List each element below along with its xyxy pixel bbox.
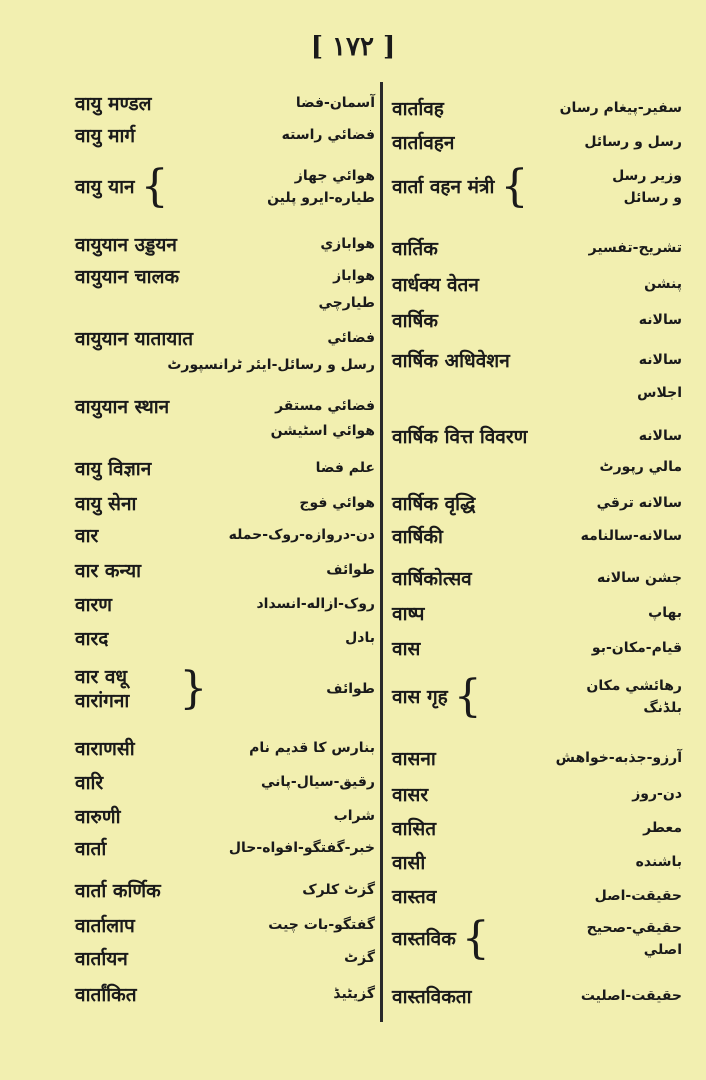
- headword: वार्षिकोत्सव: [392, 568, 472, 590]
- meaning: گزٹ کلرک: [302, 882, 375, 898]
- meaning: دن-دروازه-روک-حمله: [228, 527, 375, 543]
- brace-icon: {: [453, 671, 482, 722]
- entry: [392, 849, 682, 875]
- headword: वासर: [392, 784, 429, 806]
- entry: [75, 835, 375, 861]
- entry: [75, 263, 375, 289]
- headword: वार्ता: [75, 838, 107, 860]
- entry: [75, 877, 375, 903]
- headword: वासी: [392, 852, 426, 874]
- headword: वायुयान उड्डयन: [75, 234, 177, 256]
- entry: [392, 423, 682, 449]
- meaning: هوائي فوج: [299, 495, 375, 511]
- meaning-continued: اجلاس: [637, 385, 682, 401]
- meaning: گفتگو-بات چيت: [268, 917, 375, 933]
- meaning: حقيقت-اصل: [594, 888, 682, 904]
- headword: वासना: [392, 748, 436, 770]
- headword: वायुयान यातायात: [75, 328, 194, 350]
- entry-group: [75, 161, 375, 212]
- headword: वास्तव: [392, 886, 437, 908]
- headword: वास गृह: [392, 686, 448, 708]
- headword: वारण: [75, 594, 112, 616]
- headword: वार्ता वहन मंत्री: [392, 176, 495, 198]
- entry: [392, 883, 682, 909]
- meaning: سالانه ترقي: [596, 495, 682, 511]
- entry-group: [392, 671, 682, 722]
- meaning: سالانه: [638, 352, 682, 368]
- meaning: معطر: [643, 820, 682, 836]
- headword: वाष्प: [392, 603, 425, 625]
- entry: [392, 235, 682, 261]
- meaning: رسل و رسائل: [584, 134, 682, 150]
- meaning: هواباز: [333, 268, 375, 284]
- entry: [75, 325, 375, 351]
- meaning: بهاپ: [648, 605, 682, 621]
- meaning-continued: طيارچي: [318, 295, 375, 311]
- meaning: علم فضا: [315, 460, 375, 476]
- headword: वास्तविकता: [392, 986, 472, 1008]
- entry: [75, 769, 375, 795]
- headword: वार्षिक अधिवेशन: [392, 350, 510, 372]
- entry: [392, 745, 682, 771]
- headword: वार्षिक वित्त विवरण: [392, 426, 528, 448]
- entry: [392, 95, 682, 121]
- entry: [75, 522, 375, 548]
- headword: वार कन्या: [75, 560, 142, 582]
- meaning: آرزو-جذبه-خواهش: [555, 750, 682, 766]
- headword: वारांगना: [75, 690, 130, 712]
- entry: [75, 945, 375, 971]
- meaning: باشنده: [635, 854, 682, 870]
- headword: वार्ता कर्णिक: [75, 880, 161, 902]
- meaning-continued: رسل و رسائل-ايئر ٹرانسپورٹ: [167, 357, 375, 373]
- brace-icon: {: [461, 913, 490, 964]
- headword: वायुयान स्थान: [75, 396, 170, 418]
- entry: [392, 565, 682, 591]
- entry-group: [392, 161, 682, 212]
- headword: वायुयान चालक: [75, 266, 180, 288]
- meaning: حقيقي-صحيح: [586, 920, 682, 936]
- entry: [75, 393, 375, 419]
- entry: [392, 600, 682, 626]
- entry: [392, 815, 682, 841]
- meaning: آسمان-فضا: [295, 95, 375, 111]
- entry: [75, 912, 375, 938]
- meaning: پنشن: [644, 276, 682, 292]
- meaning: خبر-گفتگو-افواه-حال: [228, 840, 375, 856]
- headword: वार: [75, 525, 99, 547]
- meaning: قيام-مکان-بو: [591, 640, 682, 656]
- brace-icon: }: [179, 663, 208, 714]
- entry: [75, 90, 375, 116]
- entry: [392, 781, 682, 807]
- entry: [75, 981, 375, 1007]
- meaning: بادل: [345, 630, 375, 646]
- page-number: [ ١٧٢ ]: [310, 32, 396, 62]
- headword: वार्तिक: [392, 238, 438, 260]
- meaning: سالانه: [638, 428, 682, 444]
- entry: [392, 490, 682, 516]
- column-divider: [380, 82, 383, 1022]
- headword: वार्षिक: [392, 310, 438, 332]
- meaning: سالانه: [638, 312, 682, 328]
- headword: वायु मार्ग: [75, 125, 136, 147]
- meaning: جشن سالانه: [596, 570, 682, 586]
- meaning: طوائف: [326, 562, 375, 578]
- brace-icon: {: [500, 161, 529, 212]
- headword: वायु सेना: [75, 493, 137, 515]
- entry: [75, 591, 375, 617]
- entry-group: [392, 913, 682, 964]
- entry: [392, 307, 682, 333]
- headword: वाराणसी: [75, 738, 135, 760]
- meaning: اصلي: [643, 942, 682, 958]
- meaning: سفير-پيغام رسان: [559, 100, 682, 116]
- meaning: سالانه-سالنامه: [580, 528, 682, 544]
- meaning: شراب: [333, 808, 375, 824]
- headword: वायु यान: [75, 176, 135, 198]
- meaning: فضائي: [327, 330, 375, 346]
- meaning: طياره-ايرو پلين: [267, 190, 375, 206]
- meaning: بنارس کا قديم نام: [249, 740, 375, 756]
- headword: वार्तावहन: [392, 132, 455, 154]
- meaning: تشريح-تفسير: [588, 240, 682, 256]
- entry: [75, 735, 375, 761]
- meaning: وزير رسل: [612, 168, 682, 184]
- headword: वार्धक्य वेतन: [392, 274, 479, 296]
- entry: [392, 347, 682, 373]
- headword: वारुणी: [75, 806, 121, 828]
- headword: वार्तालाप: [75, 915, 135, 937]
- meaning: روک-ازاله-انسداد: [256, 596, 375, 612]
- entry: [75, 803, 375, 829]
- entry: [392, 635, 682, 661]
- headword: वार्षिक वृद्धि: [392, 493, 476, 515]
- meaning: هوابازي: [320, 236, 375, 252]
- meaning: رهائشي مکان: [586, 678, 682, 694]
- entry: [75, 625, 375, 651]
- entry: [392, 129, 682, 155]
- meaning: بلڈنگ: [643, 700, 682, 716]
- headword: वास्तविक: [392, 928, 456, 950]
- meaning: فضائي راسته: [281, 127, 375, 143]
- entry: [392, 523, 682, 549]
- entry: [75, 557, 375, 583]
- headword: वार वधू: [75, 666, 128, 688]
- entry: [75, 490, 375, 516]
- meaning: گزيٹيڈ: [333, 986, 375, 1002]
- entry: [392, 271, 682, 297]
- entry: [75, 455, 375, 481]
- headword: वार्तायन: [75, 948, 128, 970]
- entry: [75, 122, 375, 148]
- meaning: طوائف: [326, 681, 375, 697]
- entry-group: [75, 665, 375, 713]
- meaning-continued: مالي رپورٹ: [599, 459, 682, 475]
- headword: वासित: [392, 818, 437, 840]
- meaning: گزٹ: [344, 950, 375, 966]
- headword: वारद: [75, 628, 109, 650]
- entry: [392, 983, 682, 1009]
- headword: वास: [392, 638, 421, 660]
- entry: [75, 231, 375, 257]
- headword: वायु मण्डल: [75, 93, 152, 115]
- meaning-continued: هوائي اسٹيشن: [270, 423, 375, 439]
- meaning: رقيق-سيال-پاني: [260, 774, 375, 790]
- headword: वारि: [75, 772, 104, 794]
- meaning: حقيقت-اصليت: [580, 988, 682, 1004]
- headword: वायु विज्ञान: [75, 458, 152, 480]
- headword: वार्षिकी: [392, 526, 443, 548]
- headword: वार्तांकित: [75, 984, 137, 1006]
- meaning: هوائي جهاز: [294, 168, 375, 184]
- meaning: دن-روز: [632, 786, 682, 802]
- meaning: فضائي مستقر: [275, 398, 375, 414]
- headword: वार्तावह: [392, 98, 444, 120]
- brace-icon: {: [140, 161, 169, 212]
- meaning: و رسائل: [623, 190, 682, 206]
